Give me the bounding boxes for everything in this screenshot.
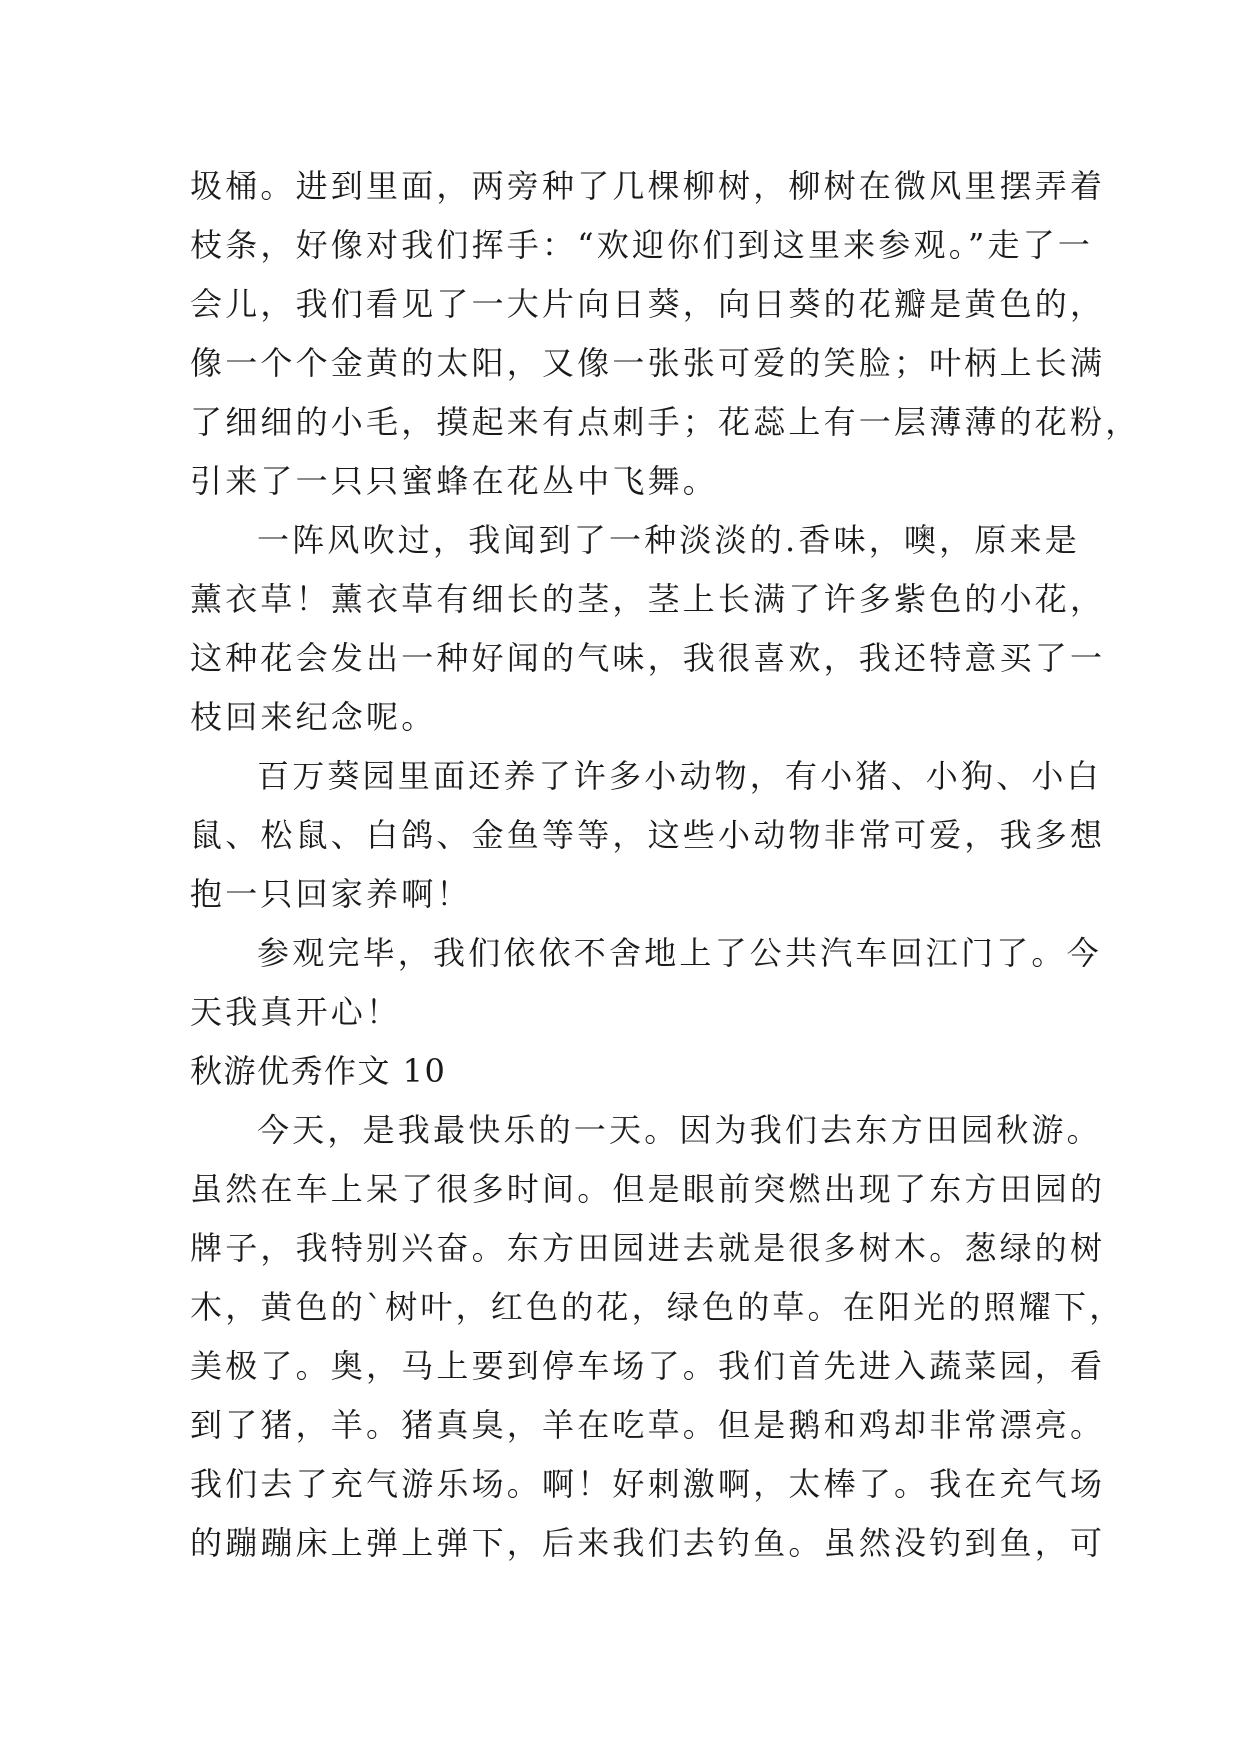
section-heading: 秋游优秀作文 10: [190, 1052, 447, 1090]
text-line: 牌子，我特别兴奋。东方田园进去就是很多树木。葱绿的树: [190, 1229, 1106, 1267]
essay-text: [190, 157, 1141, 1573]
text-line: 抱一只回家养啊！: [190, 875, 472, 913]
text-line: 虽然在车上呆了很多时间。但是眼前突燃出现了东方田园的: [190, 1170, 1106, 1208]
text-line: 引来了一只只蜜蜂在花丛中飞舞。: [190, 462, 719, 500]
paragraph-start-line: 百万葵园里面还养了许多小动物，有小猪、小狗、小白: [257, 757, 1102, 795]
text-line: 这种花会发出一种好闻的气味，我很喜欢，我还特意买了一: [190, 639, 1106, 677]
text-line: 美极了。奥，马上要到停车场了。我们首先进入蔬菜园，看: [190, 1347, 1106, 1385]
text-line: 天我真开心！: [190, 993, 402, 1031]
text-line: 会儿，我们看见了一大片向日葵，向日葵的花瓣是黄色的，: [190, 285, 1106, 323]
text-line: 薰衣草！薰衣草有细长的茎，茎上长满了许多紫色的小花，: [190, 580, 1106, 618]
text-line: 枝回来纪念呢。: [190, 698, 437, 736]
paragraph-start-line: 参观完毕，我们依依不舍地上了公共汽车回江门了。今: [257, 934, 1102, 972]
text-line: 木，黄色的`树叶，红色的花，绿色的草。在阳光的照耀下，: [190, 1288, 1125, 1326]
text-line: 到了猪，羊。猪真臭，羊在吃草。但是鹅和鸡却非常漂亮。: [190, 1406, 1106, 1444]
text-line: 圾桶。进到里面，两旁种了几棵柳树，柳树在微风里摆弄着: [190, 167, 1106, 205]
text-line: 的蹦蹦床上弹上弹下，后来我们去钓鱼。虽然没钓到鱼，可: [190, 1524, 1106, 1562]
text-line: 了细细的小毛，摸起来有点刺手；花蕊上有一层薄薄的花粉，: [190, 403, 1141, 441]
text-line: 枝条，好像对我们挥手：“欢迎你们到这里来参观。”走了一: [190, 226, 1094, 264]
paragraph-start-line: 一阵风吹过，我闻到了一种淡淡的.香味，噢，原来是: [257, 521, 1080, 559]
text-line: 鼠、松鼠、白鸽、金鱼等等，这些小动物非常可爱，我多想: [190, 816, 1106, 854]
text-line: 像一个个金黄的太阳，又像一张张可爱的笑脸；叶柄上长满: [190, 344, 1106, 382]
paragraph-start-line: 今天，是我最快乐的一天。因为我们去东方田园秋游。: [257, 1111, 1102, 1149]
text-line: 我们去了充气游乐场。啊！好刺激啊，太棒了。我在充气场: [190, 1465, 1106, 1503]
